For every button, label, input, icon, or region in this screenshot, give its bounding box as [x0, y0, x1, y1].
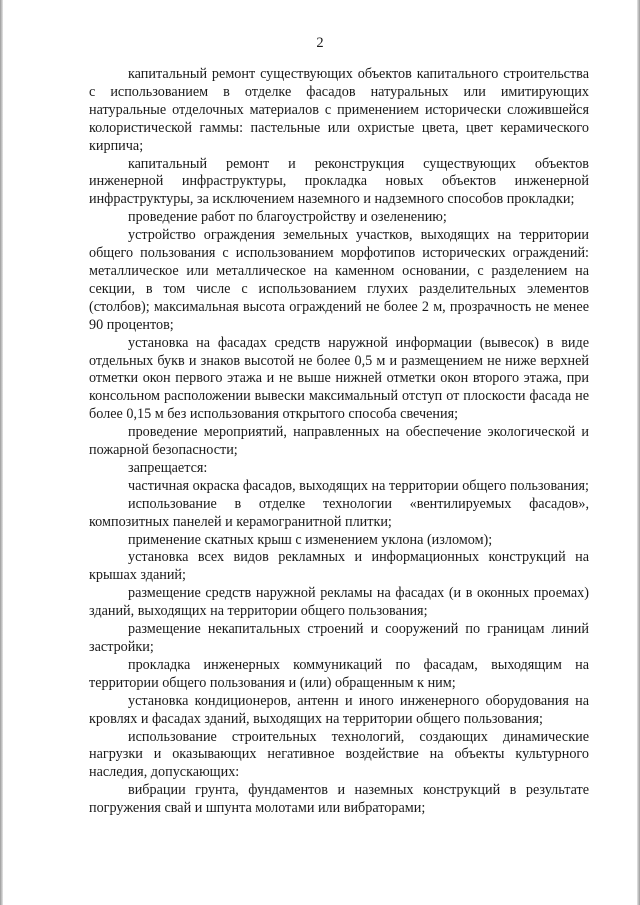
paragraph: проведение работ по благоустройству и озеленению; [128, 209, 447, 226]
paragraph: установка всех видов рекламных и информационных конструкций на крышах зданий; [89, 549, 589, 584]
paragraph: установка кондиционеров, антенн и иного инженерного оборудования на кровлях и фасадах зданий, выходящих на территории общего пользования; [89, 692, 589, 727]
paragraph: применение скатных крыш с изменением уклона (изломом); [128, 531, 493, 548]
paragraph: размещение некапитальных строений и сооружений по границам линий застройки; [89, 621, 589, 655]
document-body [89, 66, 589, 818]
paragraph: вибрации грунта, фундаментов и наземных конструкций в результате погружения свай и шпунта молотами или вибраторами; [89, 782, 589, 817]
paragraph: использование в отделке технологии «вентилируемых фасадов», композитных панелей и керамогранитной плитки; [89, 495, 589, 530]
scan-edge-left [0, 0, 3, 905]
paragraph: капитальный ремонт и реконструкция существующих объектов инженерной инфраструктуры, прокладка новых объектов инженерной инфраструктуры, за исключением наземного и надземного способов прокладки; [89, 155, 589, 208]
paragraph: капитальный ремонт существующих объектов капитального строительства с использованием в отделке фасадов натуральных или имитирующих натуральные отделочных материалов с применением исторически сложившейся колористической гаммы: пастельные или охристые цвета, цвет керамического кирпича; [89, 66, 589, 154]
paragraph: установка на фасадах средств наружной информации (вывесок) в виде отдельных букв и знаков высотой не более 0,5 м и размещением не ниже верхней отметки окон первого этажа и не выше нижней отметки окон второго этажа, при консольном расположении вывески максимальный отступ от плоскости фасада не более 0,15 м без использования открытого способа свечения; [89, 334, 589, 423]
paragraph: прокладка инженерных коммуникаций по фасадам, выходящим на территории общего пользования и (или) обращенным к ним; [89, 656, 589, 691]
page-number: 2 [316, 35, 324, 51]
paragraph: использование строительных технологий, создающих динамические нагрузки и оказывающих негативное воздействие на объекты культурного наследия, допускающих: [89, 728, 589, 781]
paragraph: проведение мероприятий, направленных на обеспечение экологической и пожарной безопасности; [89, 424, 589, 459]
paragraph: устройство ограждения земельных участков, выходящих на территории общего пользования с использованием морфотипов исторических ограждений: металлическое или металлическое на каменном основании, с разделением на секции, в том числе с использованием глухих разделительных элементов (столбов); максимальная высота ограждений не более 2 м, прозрачность не менее 90 процентов; [89, 227, 589, 333]
paragraph: размещение средств наружной рекламы на фасадах (и в оконных проемах) зданий, выходящих на территории общего пользования; [89, 585, 589, 620]
paragraph-heading: запрещается: [128, 459, 208, 476]
paragraph: частичная окраска фасадов, выходящих на территории общего пользования; [128, 477, 589, 494]
